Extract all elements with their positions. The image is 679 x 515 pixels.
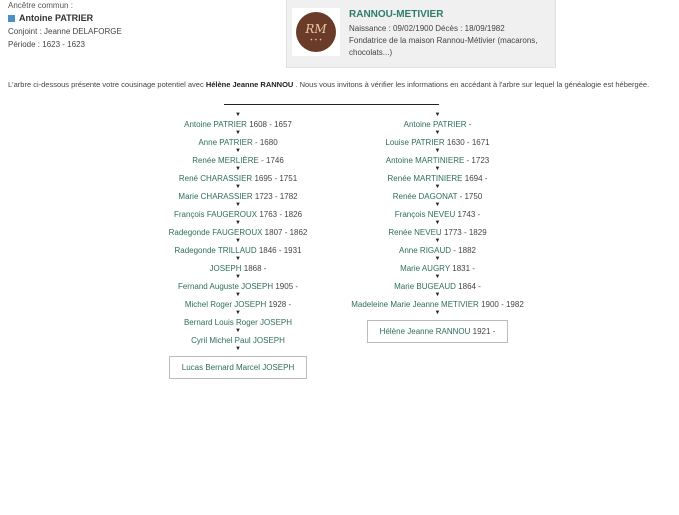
left-person-12[interactable] [191,336,285,345]
down-arrow-icon: ▼ [235,274,241,280]
left-person-7[interactable] [174,246,301,255]
person-name[interactable]: Radegonde TRILLAUD [174,246,257,255]
common-ancestor-name-text[interactable]: Antoine PATRIER [19,13,94,23]
person-dates: 1807 - 1862 [264,228,308,237]
person-dates: - 1750 [459,192,483,201]
down-arrow-icon: ▼ [235,346,241,352]
person-name[interactable]: Anne PATRIER [198,138,253,147]
common-ancestor-panel [8,0,122,49]
person-name[interactable]: Renée MERLIÈRE [192,156,259,165]
tree-logo [292,8,340,56]
common-ancestor-period: Période : 1623 - 1623 [8,40,85,49]
person-dates: 1831 - [452,264,475,273]
down-arrow-icon: ▼ [434,202,441,208]
ancestor-square-icon [8,15,15,22]
person-name[interactable]: Cyril Michel Paul JOSEPH [191,336,285,345]
common-ancestor-label: Ancêtre commun : [8,1,73,10]
down-arrow-icon: ▼ [235,130,241,136]
right-person-9[interactable] [394,282,481,291]
down-arrow-icon: ▼ [434,310,441,316]
person-name[interactable]: François NEVEU [394,210,456,219]
right-person-10[interactable] [351,300,524,309]
down-arrow-icon: ▼ [434,112,441,118]
down-arrow-icon: ▼ [434,256,441,262]
tree-person-description: Fondatrice de la maison Rannou-Métivier (macarons, chocolats...) [349,36,538,57]
person-dates: 1846 - 1931 [258,246,302,255]
left-person-5[interactable] [174,210,302,219]
tree-person-dates: Naissance : 09/02/1900 Décès : 18/09/1982 [349,24,505,33]
person-dates: 1905 - [275,282,299,291]
person-name[interactable]: Fernand Auguste JOSEPH [177,282,274,291]
person-name[interactable]: François FAUGEROUX [173,210,258,219]
down-arrow-icon: ▼ [434,184,441,190]
down-arrow-icon: ▼ [235,220,241,226]
right-person-8[interactable] [400,264,475,273]
right-final-person[interactable] [367,320,509,343]
person-name[interactable]: Antoine PATRIER [403,120,467,129]
person-name[interactable]: Anne RIGAUD [399,246,452,255]
right-person-6[interactable] [388,228,486,237]
down-arrow-icon: ▼ [235,166,241,172]
person-name[interactable]: JOSEPH [209,264,242,273]
tree-owner-card[interactable] [286,0,556,68]
person-dates: 1773 - 1829 [443,228,487,237]
intro-text: L'arbre ci-dessous présente votre cousinage potentiel avec Hélène Jeanne RANNOU . Nous vous invitons à vérifier les informations en accédant à l'arbre sur lequel la généalogie est hébergée. [8,80,650,89]
rannou-metivier-logo-icon: RM ✦ ✦ ✦ [296,12,336,52]
down-arrow-icon: ▼ [235,328,241,334]
right-person-1[interactable] [385,138,489,147]
person-name[interactable]: Michel Roger JOSEPH [184,300,267,309]
person-dates: 1630 - 1671 [446,138,490,147]
final-person-name[interactable]: Lucas Bernard Marcel JOSEPH [181,363,295,372]
person-dates: 1763 - 1826 [259,210,303,219]
person-dates: 1928 - [268,300,292,309]
common-ancestor-name[interactable] [8,13,122,23]
right-person-4[interactable] [393,192,483,201]
down-arrow-icon: ▼ [235,292,241,298]
person-dates: - 1882 [453,246,476,255]
person-name[interactable]: Radegonde FAUGEROUX [168,228,263,237]
right-person-3[interactable] [388,174,488,183]
left-person-4[interactable] [178,192,297,201]
person-dates: 1868 - [243,264,267,273]
person-dates: 1695 - 1751 [254,174,298,183]
person-name[interactable]: Louise PATRIER [385,138,445,147]
left-branch [128,111,348,379]
person-name[interactable]: René CHARASSIER [178,174,253,183]
common-ancestor-spouse: Conjoint : Jeanne DELAFORGE [8,27,122,36]
person-name[interactable]: Marie AUGRY [400,264,451,273]
down-arrow-icon: ▼ [434,130,441,136]
down-arrow-icon: ▼ [235,238,241,244]
down-arrow-icon: ▼ [434,274,441,280]
person-name[interactable]: Marie BUGEAUD [394,282,456,291]
left-person-9[interactable] [178,282,298,291]
right-person-5[interactable] [395,210,480,219]
left-person-8[interactable] [210,264,267,273]
person-dates: - 1723 [466,156,490,165]
down-arrow-icon: ▼ [235,256,241,262]
person-name[interactable]: Renée NEVEU [388,228,442,237]
down-arrow-icon: ▼ [434,292,441,298]
person-name[interactable]: Renée DAGONAT [392,192,458,201]
person-dates: 1743 - [457,210,481,219]
person-name[interactable]: Antoine PATRIER [184,120,247,129]
person-dates: 1723 - 1782 [254,192,298,201]
tree-title[interactable]: RANNOU-METIVIER [349,9,444,20]
intro-person: Hélène Jeanne RANNOU [205,80,294,89]
down-arrow-icon: ▼ [235,184,241,190]
down-arrow-icon: ▼ [235,202,241,208]
down-arrow-icon: ▼ [235,112,241,118]
person-dates: - 1680 [254,138,278,147]
person-name[interactable]: Antoine MARTINIERE [385,156,465,165]
person-name[interactable]: Marie CHARASSIER [178,192,253,201]
down-arrow-icon: ▼ [434,220,441,226]
left-person-1[interactable] [198,138,277,147]
person-name[interactable]: Madeleine Marie Jeanne METIVIER [351,300,479,309]
down-arrow-icon: ▼ [235,148,241,154]
down-arrow-icon: ▼ [434,148,441,154]
left-person-6[interactable] [169,228,308,237]
right-branch [330,111,545,343]
person-dates: 1608 - 1657 [249,120,292,129]
person-name[interactable]: Bernard Louis Roger JOSEPH [183,318,293,327]
left-person-0[interactable] [184,120,292,129]
person-dates: 1900 - 1982 [481,300,524,309]
right-person-2[interactable] [386,156,489,165]
final-person-dates: 1921 - [472,327,496,336]
down-arrow-icon: ▼ [235,310,241,316]
down-arrow-icon: ▼ [434,238,441,244]
right-person-0[interactable] [404,120,472,129]
person-dates: - 1746 [261,156,284,165]
left-person-10[interactable] [185,300,291,309]
person-dates: 1864 - [458,282,481,291]
down-arrow-icon: ▼ [434,166,441,172]
final-person-name[interactable]: Hélène Jeanne RANNOU [379,327,471,336]
right-person-7[interactable] [399,246,476,255]
person-name[interactable]: Renée MARTINIERE [387,174,463,183]
left-person-11[interactable] [184,318,292,327]
left-final-person[interactable] [169,356,308,379]
logo-monogram: RM [305,22,327,36]
left-person-2[interactable] [192,156,284,165]
person-dates: - [468,120,472,129]
branch-connector-line [224,104,439,105]
person-dates: 1694 - [464,174,488,183]
left-person-3[interactable] [179,174,297,183]
